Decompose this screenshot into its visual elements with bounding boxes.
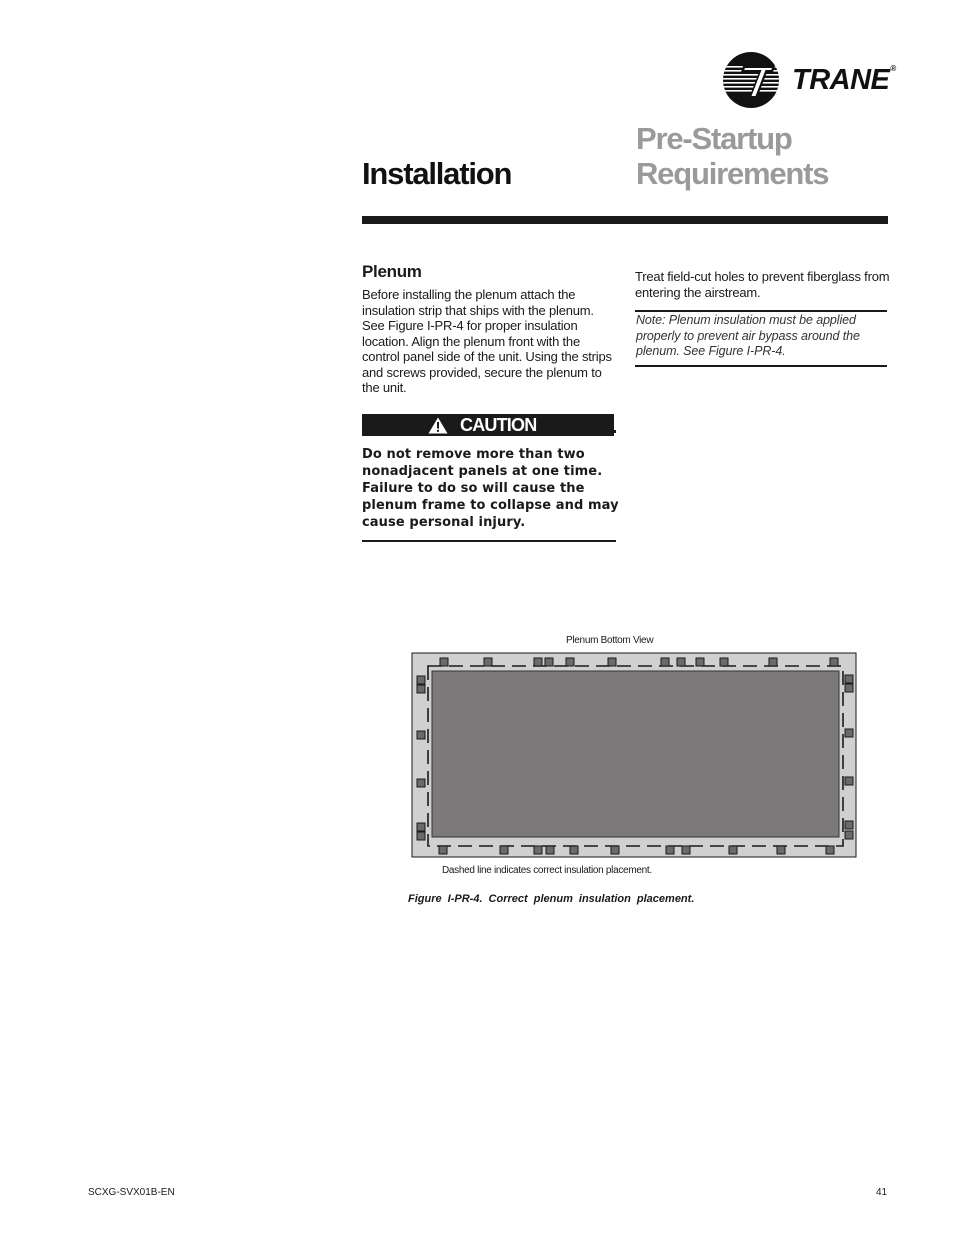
fastener	[845, 777, 853, 785]
fastener	[417, 685, 425, 693]
fastener	[500, 846, 508, 854]
brand-wordmark: TRANE®	[792, 64, 896, 96]
field-cut-holes-text: Treat field-cut holes to prevent fiberglass from entering the airstream.	[635, 269, 890, 300]
fastener	[830, 658, 838, 666]
fastener	[417, 676, 425, 684]
fastener	[845, 821, 853, 829]
fastener	[546, 846, 554, 854]
caution-banner	[362, 414, 614, 436]
fastener	[777, 846, 785, 854]
caution-text: Do not remove more than two nonadjacent panels at one time. Failure to do so will cause the plenum frame to collapse and may cause personal injury.	[362, 447, 619, 530]
plenum-body-text: Before installing the plenum attach the insulation strip that ships with the plenum. See Figure I-PR-4 for proper insulation location. Align the plenum front with the control panel side of the unit. Using the strips and screws provided, secure the plenum to the unit.	[362, 287, 612, 395]
fastener	[661, 658, 669, 666]
fastener	[440, 658, 448, 666]
trane-logo-icon	[723, 52, 779, 108]
document-number: SCXG-SVX01B-EN	[88, 1187, 175, 1198]
plenum-heading: Plenum	[362, 262, 422, 281]
fastener	[720, 658, 728, 666]
fastener	[682, 846, 690, 854]
caution-label: CAUTION	[460, 415, 537, 435]
fastener	[566, 658, 574, 666]
fastener	[545, 658, 553, 666]
fastener	[417, 823, 425, 831]
caution-banner-mark	[613, 430, 616, 433]
fastener	[845, 729, 853, 737]
fastener	[417, 779, 425, 787]
header-rule	[362, 216, 888, 224]
fastener	[845, 675, 853, 683]
fastener	[677, 658, 685, 666]
fastener	[845, 831, 853, 839]
page-number: 41	[876, 1187, 888, 1198]
fastener	[570, 846, 578, 854]
fastener	[608, 658, 616, 666]
fastener	[666, 846, 674, 854]
fastener	[534, 658, 542, 666]
section-title: Installation	[362, 156, 512, 191]
warning-icon	[428, 417, 448, 434]
insulation-note: Note: Plenum insulation must be applied properly to prevent air bypass around the plenum. See Figure I-PR-4.	[636, 313, 860, 358]
fastener	[769, 658, 777, 666]
plenum-panel	[432, 671, 839, 837]
figure-title: Plenum Bottom View	[566, 635, 654, 646]
fastener	[417, 832, 425, 840]
fastener	[729, 846, 737, 854]
fastener	[696, 658, 704, 666]
caution-rule	[362, 540, 616, 542]
fastener	[611, 846, 619, 854]
note-rule-top	[635, 310, 887, 312]
fastener	[484, 658, 492, 666]
chapter-title: Pre-Startup Requirements	[636, 121, 829, 191]
fastener	[439, 846, 447, 854]
fastener	[826, 846, 834, 854]
figure-caption: Figure I-PR-4. Correct plenum insulation placement.	[408, 893, 695, 905]
plenum-bottom-view-diagram	[410, 651, 860, 861]
figure-note: Dashed line indicates correct insulation placement.	[442, 865, 652, 876]
fastener	[845, 684, 853, 692]
fastener	[534, 846, 542, 854]
fastener	[417, 731, 425, 739]
note-rule-bottom	[635, 365, 887, 367]
